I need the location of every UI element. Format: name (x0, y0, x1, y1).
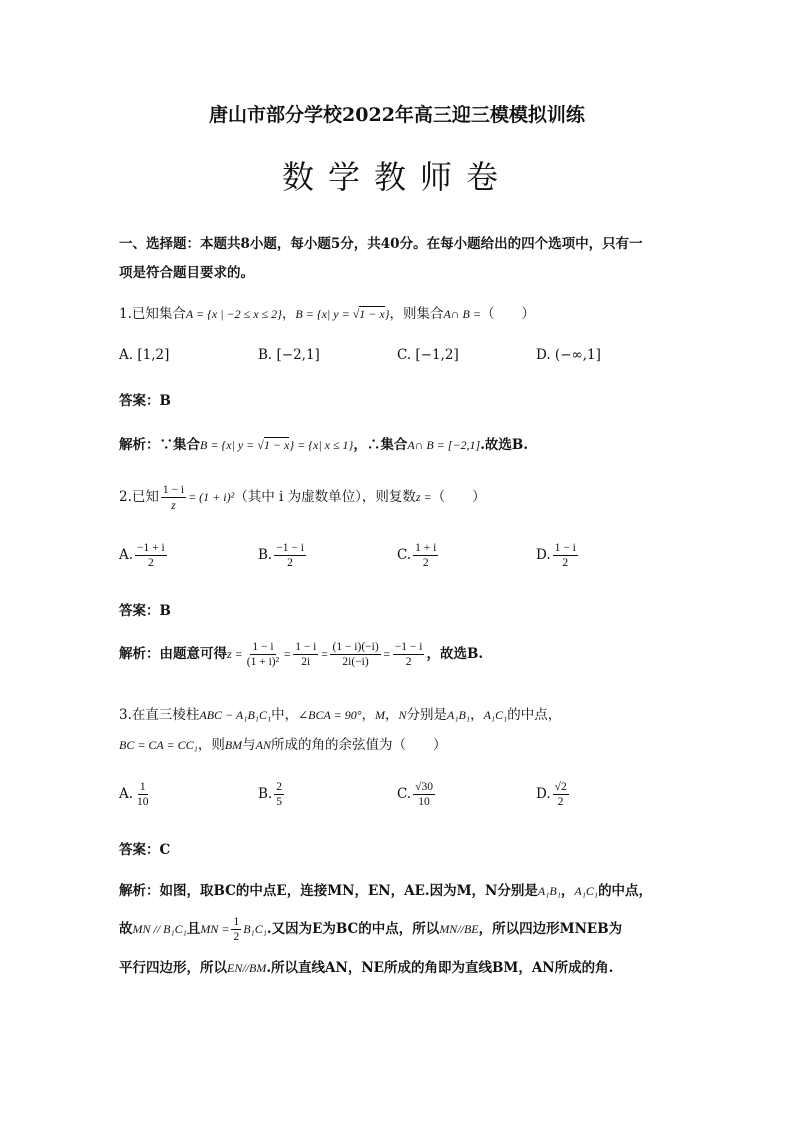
document-subtitle: 数学教师卷 (281, 158, 512, 196)
q2-an-z: z = (227, 647, 243, 661)
q3-an-l1-d: 的中点， (598, 883, 653, 899)
q1-option-d: D. (−∞,1] (536, 347, 601, 363)
q2-option-b-label: B. (258, 547, 273, 563)
q3-option-b-num: 2 (276, 781, 282, 793)
q3-option-a-label: A. (119, 786, 134, 802)
section-heading-line1: 一、选择题：本题共8小题，每小题5分，共40分。在每小题给出的四个选项中，只有一 (119, 236, 643, 252)
q3-l2-c: 所成的角的余弦值为（ ） (271, 737, 447, 753)
q2-option-d-num: 1 − i (554, 542, 576, 554)
q3-an-l3-a: 平行四边形，所以 (119, 960, 227, 976)
q3-option-d (536, 780, 571, 809)
q3-option-b (258, 780, 286, 809)
q3-option-b-den: 5 (276, 796, 282, 808)
because-symbol: ∵ (159, 437, 173, 453)
q2-an-frac1 (245, 640, 281, 669)
q3-an-l3-m: EN//BM (227, 961, 267, 975)
q3-analysis-line1 (119, 879, 652, 899)
q2-option-d-den: 2 (562, 557, 569, 569)
q3-option-c-frac (413, 780, 435, 809)
q3-an-l1-c: A₁C₁ (574, 884, 599, 898)
q3-prism: ABC − A₁B₁C₁ (199, 708, 272, 722)
q2-paren: （ ） (431, 489, 486, 505)
q3-l1-a: 3.在直三棱柱 (119, 707, 200, 723)
q3-an-l1-b: ， (560, 883, 575, 899)
q3-a1c1: A₁C₁ (483, 708, 508, 722)
q2-option-c (397, 541, 440, 570)
q3-an-l2-frac-den: 2 (233, 931, 240, 943)
q1-paren: （ ） (480, 306, 535, 322)
q3-an-l2-d: ，所以四边形MNEB为 (478, 921, 623, 937)
q1-radical-sign: √ (352, 307, 360, 321)
q1-set-b: B = {x| y = (295, 307, 353, 321)
q3-an-l2-m2: MN = (200, 922, 230, 936)
q3-option-a-den: 10 (137, 796, 149, 808)
q3-l2-a: ，则 (197, 737, 225, 753)
q3-l2-b: 与 (242, 737, 256, 753)
question-2 (119, 483, 486, 512)
q2-option-d-frac (553, 541, 578, 570)
q1-an-end: .故选B. (480, 437, 529, 453)
q3-option-b-frac (274, 780, 284, 809)
q2-option-c-label: C. (397, 547, 412, 563)
q3-a1b1: A₁B₁ (447, 708, 471, 722)
q3-an-l2-m1: MN // B₁C₁ (132, 922, 187, 936)
q1-comma: ， (281, 306, 296, 322)
q3-an-l2-a: 故 (119, 921, 133, 937)
q1-expr: A∩ B = (443, 307, 481, 321)
q2-an-frac2-num: 1 − i (295, 641, 317, 653)
q3-option-a-num: 1 (139, 781, 146, 793)
q3-option-d-den: 2 (557, 796, 564, 808)
q2-option-b-den: 2 (287, 557, 293, 569)
q1-set-b-close: } (384, 307, 390, 321)
q1-analysis (119, 433, 528, 453)
q2-an-eq3: = (382, 647, 391, 661)
q3-an-l2-frac-num: 1 (233, 916, 240, 928)
q1-an-result: A∩ B = [−2,1] (407, 438, 481, 452)
q2-option-b (258, 541, 308, 570)
q2-answer (119, 599, 171, 619)
q2-eq: = (1 + i)² (188, 490, 235, 504)
q1-an-b2: } = {x| x ≤ 1} (289, 438, 354, 452)
q2-prefix: 2.已知 (119, 489, 159, 505)
q1-set-a: A = {x | −2 ≤ x ≤ 2} (185, 307, 282, 321)
q3-option-c (397, 780, 437, 809)
q3-option-c-den: 10 (418, 796, 430, 808)
q3-option-b-label: B. (258, 786, 273, 802)
q3-answer-label: 答案： (119, 842, 160, 858)
q2-option-a-label: A. (119, 547, 134, 563)
q1-an-set: 集合 (173, 437, 200, 453)
q3-n: N (398, 708, 407, 722)
q1-prefix: 1.已知集合 (119, 306, 186, 322)
q3-an-l3-b: .所以直线AN，NE所成的角即为直线BM，AN所成的角. (266, 960, 614, 976)
q3-l2-eq: BC = CA = CC₁ (119, 738, 198, 752)
q2-frac-numerator: 1 − i (162, 484, 185, 496)
question-3-line1 (119, 703, 561, 723)
q2-an-frac1-num: 1 − i (252, 641, 274, 653)
q3-an-l1-a: A₁B₁ (537, 884, 561, 898)
q1-answer-value: B (159, 393, 171, 409)
q3-analysis-line3 (119, 956, 613, 976)
q3-sep: ， (385, 707, 399, 723)
q3-l1-c: ， (361, 707, 376, 723)
therefore-symbol: ，∴ (353, 437, 381, 453)
q2-option-b-frac (274, 541, 306, 570)
q2-option-a-frac (135, 541, 167, 570)
q1-answer (119, 389, 171, 409)
q2-option-c-frac (413, 541, 438, 570)
q2-answer-value: B (159, 603, 171, 619)
q2-an-frac3-den: 2i(−i) (342, 656, 369, 668)
q2-answer-label: 答案： (119, 603, 160, 619)
q3-option-d-frac (553, 780, 569, 809)
q3-analysis-line2 (119, 915, 622, 944)
q3-option-a (119, 780, 153, 809)
q3-an-l1: 如图，取BC的中点E，连接MN，EN，AE.因为M，N分别是 (159, 883, 538, 899)
q2-var: z = (415, 490, 432, 504)
q2-an-frac3 (330, 640, 380, 669)
q1-an-radicand: 1 − x (263, 438, 290, 452)
q2-an-eq1: = (283, 647, 292, 661)
q2-note: （其中 i 为虚数单位），则复数 (234, 489, 416, 505)
q2-option-a (119, 541, 169, 570)
q3-angle: ∠BCA = 90° (298, 708, 362, 722)
section-heading-line2: 项是符合题目要求的。 (119, 265, 254, 281)
q2-frac-denominator: z (171, 498, 176, 512)
q1-option-b: B. [−2,1] (258, 347, 320, 363)
q2-option-c-num: 1 + i (415, 542, 437, 554)
q2-an-frac2 (293, 640, 318, 669)
q2-fraction (161, 483, 186, 512)
question-1 (119, 302, 535, 322)
q3-an-l2-b: 且 (186, 921, 201, 937)
q3-option-a-frac (135, 780, 151, 809)
q2-an-frac1-den: (1 + i)² (246, 656, 280, 668)
q1-option-a: A. [1,2] (119, 347, 170, 363)
q2-an-frac2-den: 2i (301, 656, 311, 668)
q3-an-l2-m4: MN//BE (439, 922, 479, 936)
q2-option-d (536, 541, 580, 570)
q1-analysis-label: 解析： (119, 437, 160, 453)
q1-an-b: B = {x| y = (200, 438, 258, 452)
q2-an-end: ，故选B. (426, 646, 484, 662)
q2-option-a-den: 2 (148, 557, 154, 569)
q2-option-b-num: −1 − i (276, 542, 304, 554)
q3-answer-value: C (159, 842, 171, 858)
q2-an-frac3-num: (1 − i)(−i) (332, 641, 379, 653)
q3-l1-e: ， (470, 707, 484, 723)
q2-analysis-label: 解析： (119, 646, 160, 662)
q3-analysis-label: 解析： (119, 883, 160, 899)
q2-option-d-label: D. (536, 547, 551, 563)
q3-m: M (375, 708, 386, 722)
q3-an-l2-c: .又因为E为BC的中点，所以 (266, 921, 440, 937)
q1-answer-label: 答案： (119, 393, 160, 409)
question-3-line2 (119, 733, 447, 753)
q2-analysis (119, 640, 483, 669)
q3-option-d-num: √2 (554, 781, 567, 793)
q1-an-set2: 集合 (380, 437, 408, 453)
q3-option-c-num: √30 (415, 781, 433, 793)
q2-option-c-den: 2 (422, 557, 429, 569)
q3-option-d-label: D. (536, 786, 551, 802)
q3-l1-d: 分别是 (406, 707, 448, 723)
q3-l1-f: 的中点， (507, 707, 562, 723)
q1-ask: ，则集合 (389, 306, 444, 322)
q1-radicand: 1 − x (359, 307, 385, 321)
document-title: 唐山市部分学校2022年高三迎三模模拟训练 (209, 104, 585, 126)
q3-an-l2-frac (231, 915, 241, 944)
q1-an-radical: √ (257, 438, 264, 452)
q2-an-eq2: = (320, 647, 329, 661)
q2-an-text: 由题意可得 (159, 646, 227, 662)
q3-bm: BM (224, 738, 243, 752)
q3-option-c-label: C. (397, 786, 412, 802)
q3-an: AN (255, 738, 271, 752)
q3-answer (119, 838, 170, 858)
q3-l1-b: 中， (271, 707, 299, 723)
q2-an-frac4-num: −1 − i (394, 641, 423, 653)
q2-an-frac4 (393, 640, 425, 669)
q2-an-frac4-den: 2 (405, 656, 412, 668)
q3-an-l2-m3: B₁C₁ (243, 922, 267, 936)
q1-option-c: C. [−1,2] (397, 347, 459, 363)
q2-option-a-num: −1 + i (137, 542, 165, 554)
